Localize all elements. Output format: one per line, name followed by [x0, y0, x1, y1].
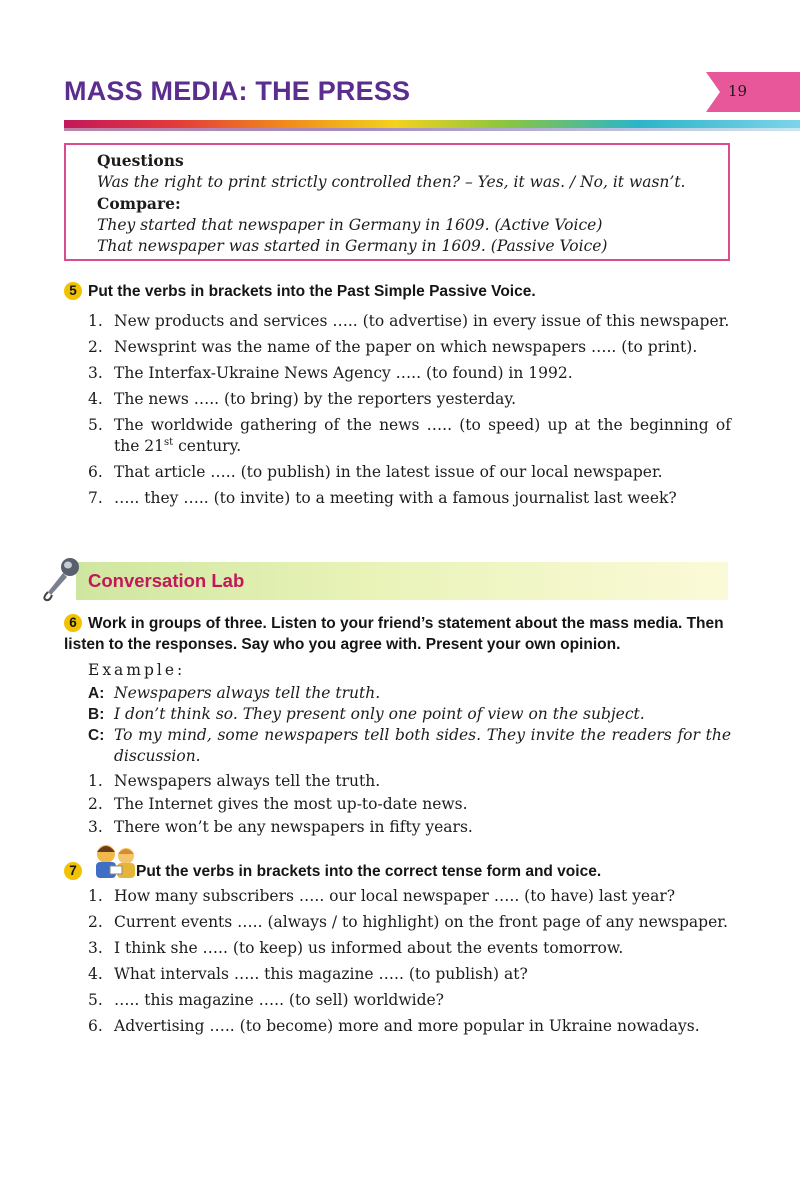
item-text: I think she ….. (to keep) us informed about the events tomorrow.	[114, 939, 624, 957]
page-title: MASS MEDIA: THE PRESS	[64, 76, 411, 106]
dialogue-text: To my mind, some newspapers tell both sides. They invite the readers for the discussion.	[114, 726, 731, 765]
item-text: That article ….. (to publish) in the latest issue of our local newspaper.	[114, 463, 663, 481]
grammar-box	[64, 143, 730, 261]
list-item	[88, 912, 731, 933]
example-label: Example:	[88, 661, 186, 679]
questions-label: Questions	[97, 151, 184, 170]
item-text: How many subscribers ….. our local newspaper ….. (to have) last year?	[114, 887, 676, 905]
list-item	[88, 389, 731, 410]
item-number: 3.	[88, 364, 103, 382]
item-text: ….. this magazine ….. (to sell) worldwide?	[114, 991, 444, 1009]
divider-shadow	[64, 128, 800, 131]
task-5-list	[88, 311, 731, 514]
item-number: 4.	[88, 390, 103, 408]
list-item	[88, 771, 731, 792]
task-number-badge: 6	[64, 614, 82, 632]
item-text: The news ….. (to bring) by the reporters yesterday.	[114, 390, 517, 408]
speaker-label: C:	[88, 727, 105, 744]
rainbow-divider	[64, 120, 800, 128]
dialogue-line	[88, 725, 731, 767]
list-item	[88, 337, 731, 358]
dialogue-line	[88, 683, 731, 704]
item-number: 1.	[88, 312, 103, 330]
item-text: Newsprint was the name of the paper on which newspapers ….. (to print).	[114, 338, 698, 356]
item-text: Newspapers always tell the truth.	[114, 772, 381, 790]
item-text: Current events ….. (always / to highlight) on the front page of any newspaper.	[114, 913, 728, 931]
task-7-instruction: Put the verbs in brackets into the correct tense form and voice.	[136, 863, 602, 880]
item-number: 5.	[88, 416, 103, 434]
list-item	[88, 1016, 731, 1037]
item-number: 2.	[88, 913, 103, 931]
task-5-instruction: Put the verbs in brackets into the Past Simple Passive Voice.	[88, 283, 536, 300]
item-number: 5.	[88, 991, 103, 1009]
conversation-lab-title: Conversation Lab	[88, 570, 245, 591]
dialogue-text: I don’t think so. They present only one point of view on the subject.	[114, 705, 645, 723]
task-6-instruction: Work in groups of three. Listen to your friend’s statement about the mass media. Then listen to the responses. Say who you agree with. Present your own opinion.	[64, 615, 724, 653]
item-text: ….. they ….. (to invite) to a meeting with a famous journalist last week?	[114, 489, 677, 507]
task-number-badge: 5	[64, 282, 82, 300]
active-voice-example: They started that newspaper in Germany in 1609. (Active Voice)	[97, 215, 603, 234]
list-item	[88, 990, 731, 1011]
task-6-heading	[64, 613, 734, 655]
dialogue-line	[88, 704, 731, 725]
speaker-label: A:	[88, 685, 105, 702]
item-text: What intervals ….. this magazine ….. (to publish) at?	[114, 965, 528, 983]
list-item	[88, 794, 731, 815]
list-item	[88, 886, 731, 907]
list-item	[88, 363, 731, 384]
dialogue-text: Newspapers always tell the truth.	[114, 684, 381, 702]
item-number: 4.	[88, 965, 103, 983]
list-item	[88, 462, 731, 483]
item-number: 3.	[88, 818, 103, 836]
task-number-badge: 7	[64, 862, 82, 880]
task-6-list	[88, 771, 731, 840]
item-text: The Internet gives the most up-to-date news.	[114, 795, 468, 813]
item-number: 6.	[88, 463, 103, 481]
passive-voice-example: That newspaper was started in Germany in 1609. (Passive Voice)	[97, 237, 608, 255]
item-number: 2.	[88, 795, 103, 813]
microphone-icon	[40, 556, 84, 602]
page-number: 19	[728, 82, 748, 100]
speaker-label: B:	[88, 706, 105, 723]
compare-label: Compare:	[97, 194, 181, 213]
example-dialogue	[88, 660, 731, 767]
item-number: 3.	[88, 939, 103, 957]
item-number: 7.	[88, 489, 103, 507]
item-text: There won’t be any newspapers in fifty years.	[114, 818, 473, 836]
list-item	[88, 415, 731, 457]
item-text: New products and services ….. (to advertise) in every issue of this newspaper.	[114, 312, 730, 330]
item-text: Advertising ….. (to become) more and more popular in Ukraine nowadays.	[114, 1017, 700, 1035]
item-number: 2.	[88, 338, 103, 356]
list-item	[88, 964, 731, 985]
list-item	[88, 488, 731, 509]
list-item	[88, 311, 731, 332]
task-7-heading	[64, 861, 601, 882]
item-number: 1.	[88, 772, 103, 790]
list-item	[88, 938, 731, 959]
task-7-list	[88, 886, 731, 1042]
item-text: The Interfax-Ukraine News Agency ….. (to found) in 1992.	[114, 364, 573, 382]
task-5-heading	[64, 281, 536, 302]
questions-example: Was the right to print strictly controlled then? – Yes, it was. / No, it wasn’t.	[97, 172, 686, 191]
page-number-tab	[706, 72, 800, 112]
item-text: The worldwide gathering of the news ….. (to speed) up at the beginning of the 21	[114, 416, 731, 455]
item-text-end: century.	[173, 437, 242, 455]
list-item	[88, 817, 731, 838]
item-number: 1.	[88, 887, 103, 905]
item-number: 6.	[88, 1017, 103, 1035]
ordinal-suffix: st	[164, 436, 174, 448]
